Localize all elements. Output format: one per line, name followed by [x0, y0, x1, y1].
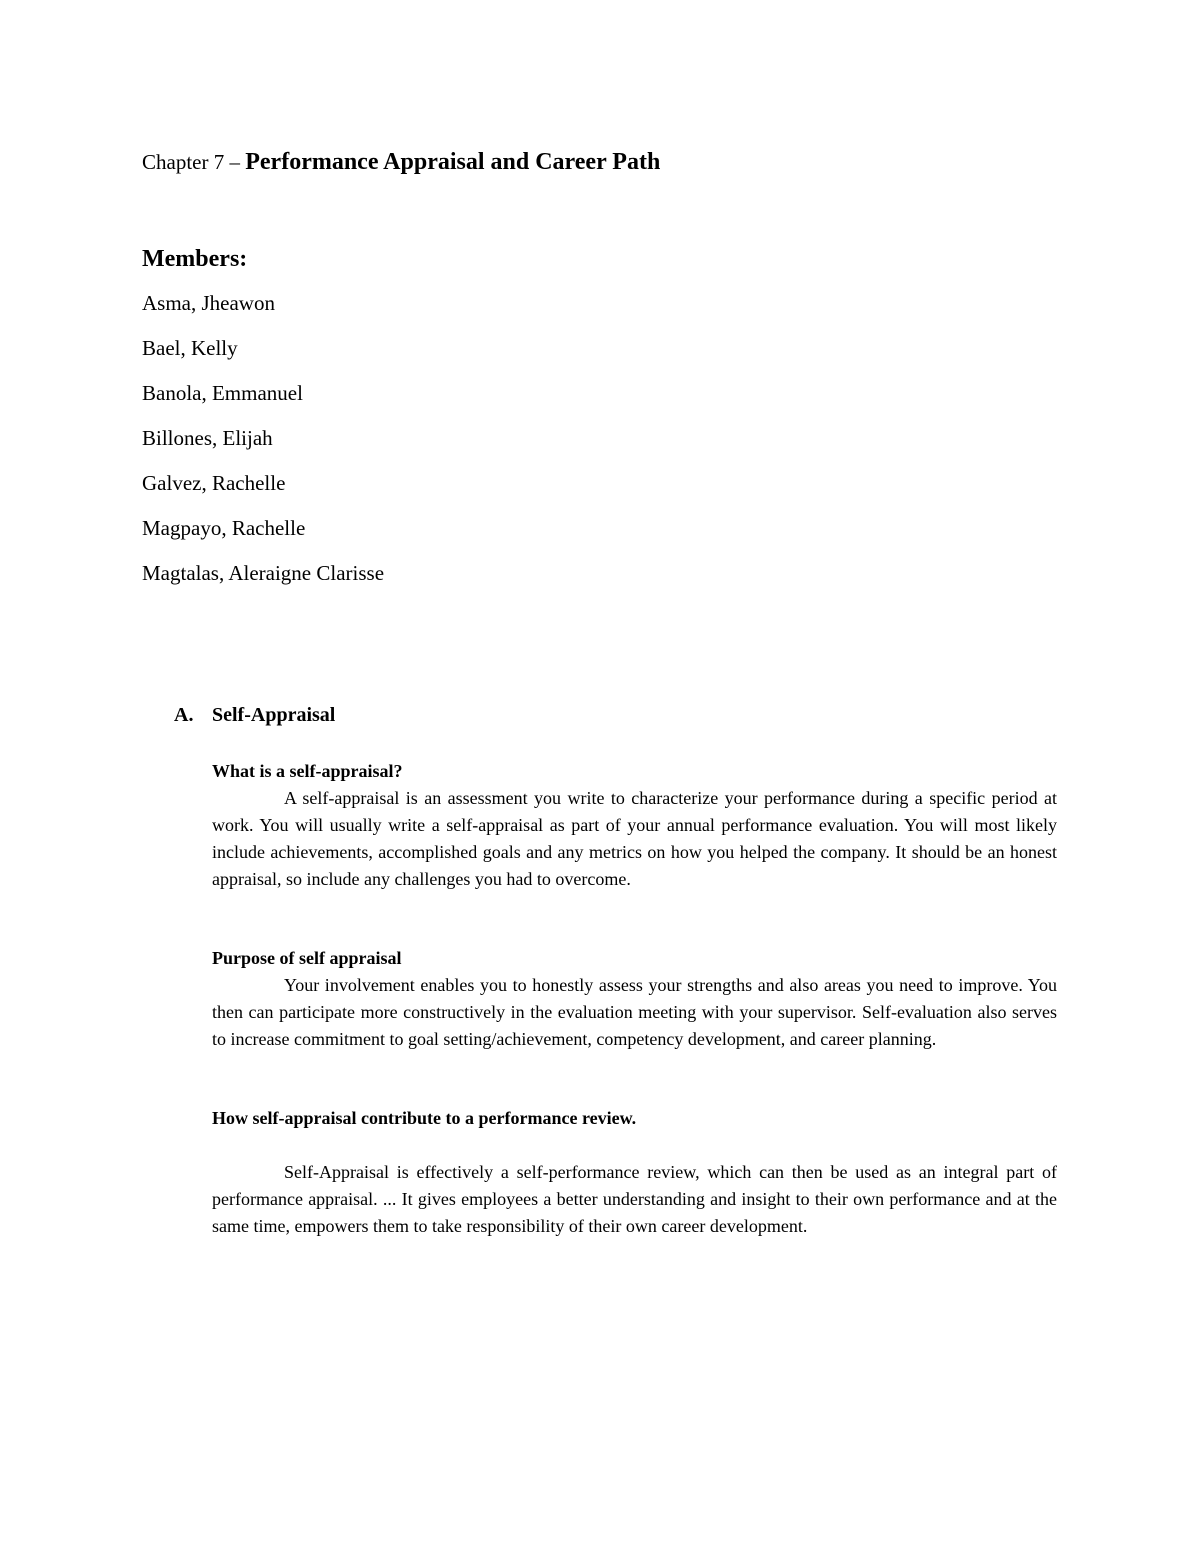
- section-self-appraisal: [174, 700, 1057, 1236]
- member-item: Bael, Kelly: [142, 336, 238, 360]
- members-list: [142, 288, 384, 603]
- subsection-contribution: [212, 1105, 1057, 1240]
- member-item: Asma, Jheawon: [142, 291, 275, 315]
- section-marker: A.: [174, 704, 194, 726]
- member-item: Magpayo, Rachelle: [142, 516, 306, 540]
- section-heading: [174, 700, 1057, 730]
- subsection-purpose: [212, 945, 1057, 1053]
- member-item: Galvez, Rachelle: [142, 471, 286, 495]
- subsection-paragraph: Your involvement enables you to honestly assess your strengths and also areas you need to improve. You then can participate more constructively in the evaluation meeting with your supervisor. Self-evaluation also serves to increase commitment to goal setting/achievement, competency development, and career planning.: [212, 975, 1057, 1049]
- subsection-heading: Purpose of self appraisal: [212, 948, 402, 968]
- chapter-title: Performance Appraisal and Career Path: [245, 149, 661, 175]
- subsection-heading: What is a self-appraisal?: [212, 761, 403, 781]
- chapter-label: Chapter 7 –: [142, 150, 246, 174]
- member-item: Magtalas, Aleraigne Clarisse: [142, 561, 385, 585]
- subsection-paragraph: Self-Appraisal is effectively a self-performance review, which can then be used as an integral part of performance appraisal. ... It gives employees a better understanding and insight to their own performance and at the same time, empowers them to take responsibility of their own career development.: [212, 1162, 1057, 1236]
- subsection-heading: How self-appraisal contribute to a performance review.: [212, 1108, 637, 1128]
- section-heading-text: Self-Appraisal: [212, 704, 336, 726]
- subsection-what-is: [212, 758, 1057, 893]
- member-item: Billones, Elijah: [142, 426, 273, 450]
- subsection-paragraph: A self-appraisal is an assessment you write to characterize your performance during a specific period at work. You will usually write a self-appraisal as part of your annual performance evaluation. You will most likely include achievements, accomplished goals and any metrics on how you helped the company. It should be an honest appraisal, so include any challenges you had to overcome.: [212, 788, 1057, 889]
- members-heading: Members:: [142, 246, 248, 272]
- member-item: Banola, Emmanuel: [142, 381, 303, 405]
- page-title: [142, 142, 660, 178]
